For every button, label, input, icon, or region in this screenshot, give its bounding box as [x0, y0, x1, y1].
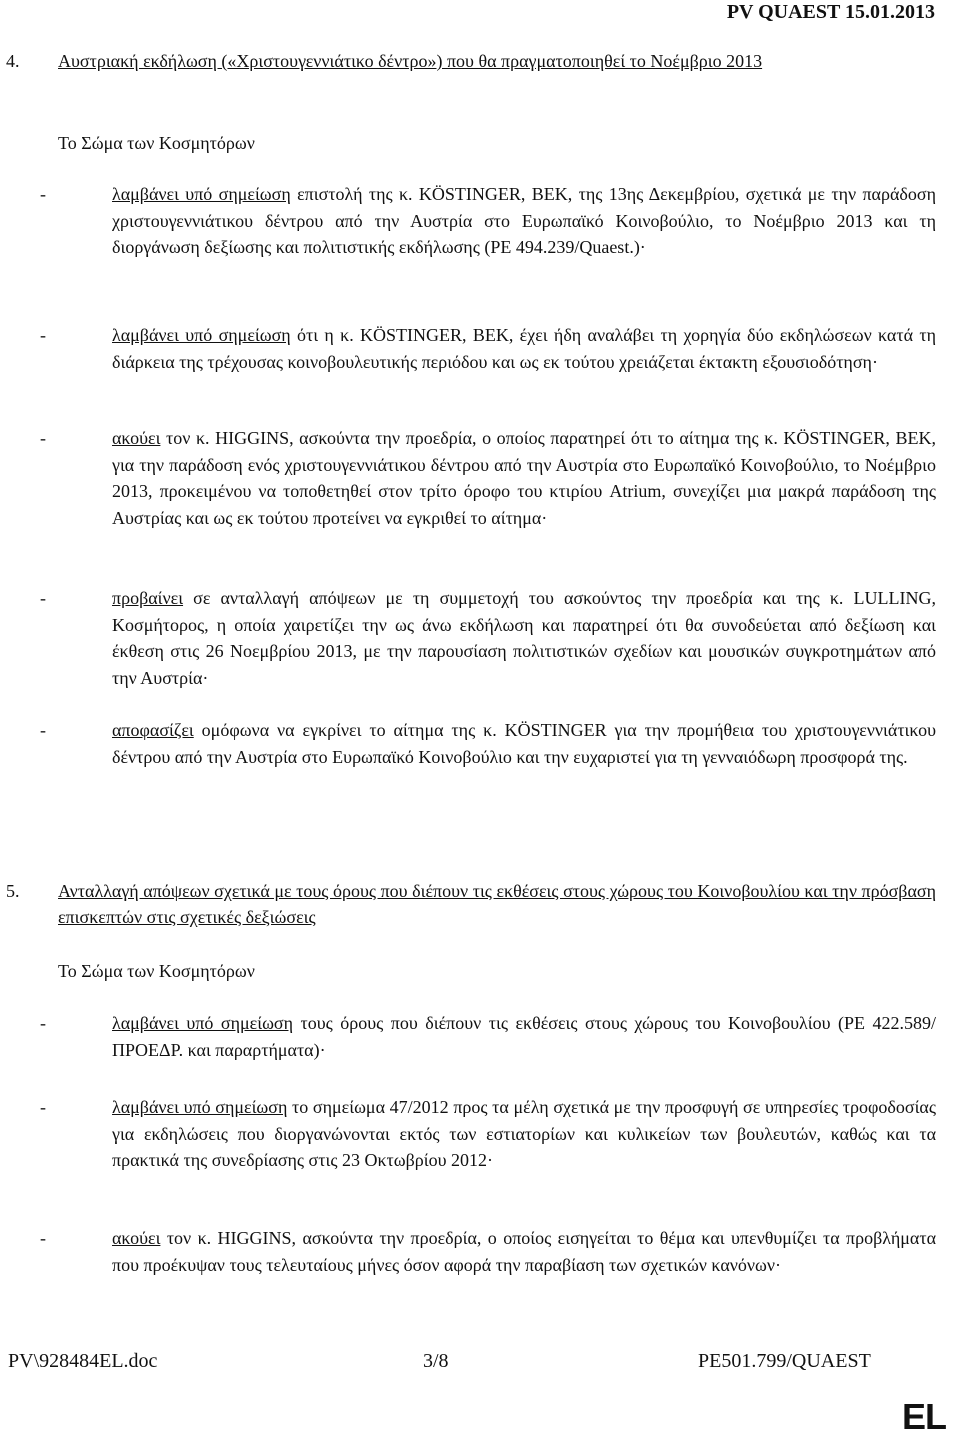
footer-file-name: PV\928484EL.doc: [8, 1350, 158, 1372]
item-title: Ανταλλαγή απόψεων σχετικά με τους όρους που διέπουν τις εκθέσεις στους χώρους του Κοινοβουλίου και την πρόσβαση επισκεπτών στις σχετικές δεξιώσεις: [58, 881, 936, 927]
decision-text: τον κ. HIGGINS, ασκούντα την προεδρία, ο οποίος εισηγείται το θέμα και υπενθυμίζει τα προβλήματα που προέκυψαν τους τελευταίους μήνες όσον αφορά την παραβίαση των σχετικών κανόνων·: [112, 1228, 936, 1275]
decision-verb: λαμβάνει υπό σημείωση: [112, 1013, 294, 1033]
decision-text: ομόφωνα να εγκρίνει το αίτημα της κ. KÖSTINGER για την προμήθεια του χριστουγεννιάτικου δέντρου από την Αυστρία στο Ευρωπαϊκό Κοινοβούλιο και την ευχαριστεί για τη γενναιόδωρη προσφορά της.: [112, 720, 936, 767]
decision-verb: λαμβάνει υπό σημείωση: [112, 325, 291, 345]
decision-text: ότι η κ. KÖSTINGER, ΒΕΚ, έχει ήδη αναλάβει τη χορηγία δύο εκδηλώσεων κατά τη διάρκεια της τρέχουσας κοινοβουλευτικής περιόδου και ως εκ τούτου χρειάζεται έκτακτη εξουσιοδότηση·: [112, 325, 936, 372]
footer-page-number: 3/8: [423, 1350, 449, 1372]
decision-text: σε ανταλλαγή απόψεων με τη συμμετοχή του ασκούντος την προεδρία και της κ. LULLING, Κοσμήτορος, η οποία χαιρετίζει την ως άνω εκδήλωση και παρατηρεί ότι θα συνοδεύεται από δεξίωση και έκθεση στις 26 Νοεμβρίου 2013, με την παρουσίαση πολιτιστικών σχεδίων και μουσικών συγκροτημάτων από την Αυστρία·: [112, 588, 936, 688]
item-number: 4.: [6, 51, 20, 71]
decision-verb: προβαίνει: [112, 588, 184, 608]
decision-text: τους όρους που διέπουν τις εκθέσεις στους χώρους του Κοινοβουλίου (PE 422.589/ΠΡΟΕΔΡ. και παραρτήματα)·: [112, 1013, 937, 1060]
decision-point: - ακούει τον κ. HIGGINS, ασκούντα την προεδρία, ο οποίος εισηγείται το θέμα και υπενθυμίζει τα προβλήματα που προέκυψαν τους τελευταίους μήνες όσον αφορά την παραβίαση των σχετικών κανόνων·: [40, 1228, 936, 1275]
decision-verb: λαμβάνει υπό σημείωση: [112, 1097, 288, 1117]
agenda-item-5: [6, 878, 936, 930]
decision-point: - ακούει τον κ. HIGGINS, ασκούντα την προεδρία, ο οποίος παρατηρεί ότι το αίτημα της κ. KÖSTINGER, ΒΕΚ, για την παράδοση ενός χριστουγεννιάτικου δέντρου από την Αυστρία στο Ευρωπαϊκό Κοινοβούλιο, το Νοέμβριο 2013, προκειμένου να τοποθετηθεί στον τρίτο όροφο του κτιρίου Atrium, συνεχίζει μια μακρά παράδοση της Αυστρίας και ως εκ τούτου προτείνει να εγκριθεί το αίτημα·: [40, 428, 936, 528]
item-title: Αυστριακή εκδήλωση («Χριστουγεννιάτικο δέντρο») που θα πραγματοποιηθεί το Νοέμβριο 2013: [58, 51, 763, 71]
decision-text: τον κ. HIGGINS, ασκούντα την προεδρία, ο οποίος παρατηρεί ότι το αίτημα της κ. KÖSTINGER, ΒΕΚ, για την παράδοση ενός χριστουγεννιάτικου δέντρου από την Αυστρία στο Ευρωπαϊκό Κοινοβούλιο, το Νοέμβριο 2013, προκειμένου να τοποθετηθεί στον τρίτο όροφο του κτιρίου Atrium, συνεχίζει μια μακρά παράδοση της Αυστρίας και ως εκ τούτου προτείνει να εγκριθεί το αίτημα·: [112, 428, 936, 528]
document-reference-header: PV QUAEST 15.01.2013: [726, 1, 935, 23]
body-heading: Το Σώμα των Κοσμητόρων: [58, 133, 255, 153]
decision-point: - λαμβάνει υπό σημείωση τους όρους που διέπουν τις εκθέσεις στους χώρους του Κοινοβουλίου (PE 422.589/ΠΡΟΕΔΡ. και παραρτήματα)·: [40, 1013, 937, 1060]
decision-point: - λαμβάνει υπό σημείωση επιστολή της κ. KÖSTINGER, ΒΕΚ, της 13ης Δεκεμβρίου, σχετικά με την παράδοση χριστουγεννιάτικου δέντρου από την Αυστρία στο Ευρωπαϊκό Κοινοβούλιο, το Νοέμβριο 2013 και τη διοργάνωση δεξίωσης και πολιτιστικής εκδήλωσης (PE 494.239/Quaest.)·: [40, 184, 936, 257]
decision-verb: ακούει: [112, 1228, 161, 1248]
decision-point: - λαμβάνει υπό σημείωση το σημείωμα 47/2012 προς τα μέλη σχετικά με την προσφυγή σε υπηρεσίες τροφοδοσίας για εκδηλώσεις που διοργανώνονται εκτός των εστιατορίων και κυλικείων των βουλευτών, καθώς και τα πρακτικά της συνεδρίασης στις 23 Οκτωβρίου 2012·: [40, 1097, 936, 1170]
language-badge: EL: [901, 1396, 946, 1437]
decision-point: - προβαίνει σε ανταλλαγή απόψεων με τη συμμετοχή του ασκούντος την προεδρία και της κ. LULLING, Κοσμήτορος, η οποία χαιρετίζει την ως άνω εκδήλωση και παρατηρεί ότι θα συνοδεύεται από δεξίωση και έκθεση στις 26 Νοεμβρίου 2013, με την παρουσίαση πολιτιστικών σχεδίων και μουσικών συγκροτημάτων από την Αυστρία·: [40, 588, 936, 688]
decision-text: επιστολή της κ. KÖSTINGER, ΒΕΚ, της 13ης Δεκεμβρίου, σχετικά με την παράδοση χριστουγεννιάτικου δέντρου από την Αυστρία στο Ευρωπαϊκό Κοινοβούλιο, το Νοέμβριο 2013 και τη διοργάνωση δεξίωσης και πολιτιστικής εκδήλωσης (PE 494.239/Quaest.)·: [112, 184, 936, 257]
decision-text: το σημείωμα 47/2012 προς τα μέλη σχετικά με την προσφυγή σε υπηρεσίες τροφοδοσίας για εκδηλώσεις που διοργανώνονται εκτός των εστιατορίων και κυλικείων των βουλευτών, καθώς και τα πρακτικά της συνεδρίασης στις 23 Οκτωβρίου 2012·: [112, 1097, 936, 1170]
decision-verb: ακούει: [112, 428, 161, 448]
body-heading: Το Σώμα των Κοσμητόρων: [58, 961, 255, 981]
decision-point: - αποφασίζει ομόφωνα να εγκρίνει το αίτημα της κ. KÖSTINGER για την προμήθεια του χριστουγεννιάτικου δέντρου από την Αυστρία στο Ευρωπαϊκό Κοινοβούλιο και την ευχαριστεί για τη γενναιόδωρη προσφορά της.: [40, 720, 936, 767]
decision-point: - λαμβάνει υπό σημείωση ότι η κ. KÖSTINGER, ΒΕΚ, έχει ήδη αναλάβει τη χορηγία δύο εκδηλώσεων κατά τη διάρκεια της τρέχουσας κοινοβουλευτικής περιόδου και ως εκ τούτου χρειάζεται έκτακτη εξουσιοδότηση·: [40, 325, 936, 372]
footer-document-code: PE501.799/QUAEST: [698, 1350, 871, 1372]
decision-verb: λαμβάνει υπό σημείωση: [112, 184, 291, 204]
item-number: 5.: [6, 881, 20, 901]
agenda-item-4: [6, 48, 936, 74]
decision-verb: αποφασίζει: [112, 720, 194, 740]
